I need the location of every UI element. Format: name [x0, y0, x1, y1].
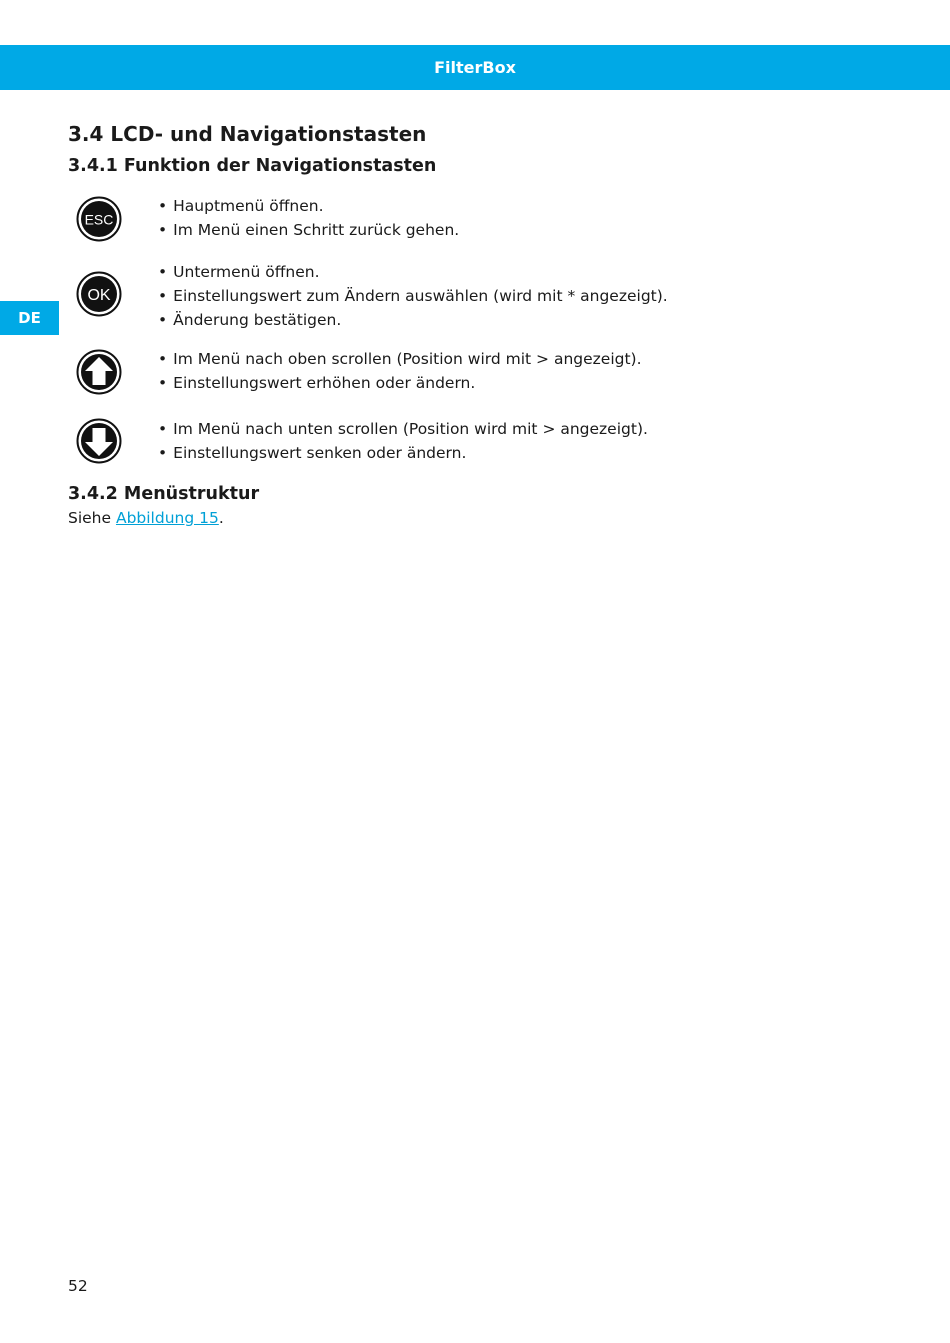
page-number: 52 — [68, 1277, 88, 1295]
list-item: • Im Menü nach oben scrollen (Position wird mit > angezeigt). — [158, 347, 642, 371]
section-title: 3.4 LCD- und Navigationstasten — [68, 122, 427, 146]
ok-bullet-list — [158, 260, 668, 332]
arrow-up-key-icon — [76, 349, 122, 395]
list-item: • Untermenü öffnen. — [158, 260, 668, 284]
language-tab — [0, 301, 59, 335]
list-item: • Einstellungswert senken oder ändern. — [158, 441, 648, 465]
list-item: • Im Menü nach unten scrollen (Position wird mit > angezeigt). — [158, 417, 648, 441]
ok-key-icon — [76, 271, 122, 317]
esc-key-label: ESC — [84, 211, 114, 228]
list-item: • Einstellungswert zum Ändern auswählen (wird mit * angezeigt). — [158, 284, 668, 308]
ok-key-label: OK — [87, 287, 111, 304]
esc-key-icon — [76, 196, 122, 242]
list-item: • Änderung bestätigen. — [158, 308, 668, 332]
language-tab-label: DE — [18, 309, 41, 327]
subsection-title-menu-structure: 3.4.2 Menüstruktur — [68, 484, 260, 504]
subsection-title-navigation-keys: 3.4.1 Funktion der Navigationstasten — [68, 156, 437, 176]
arrow-up-bullet-list — [158, 347, 642, 395]
menu-structure-prefix: Siehe — [68, 509, 116, 527]
header-bar — [0, 45, 950, 90]
figure-15-link[interactable]: Abbildung 15 — [115, 509, 219, 527]
arrow-down-bullet-list — [158, 417, 648, 465]
esc-bullet-list — [158, 194, 459, 242]
list-item: • Im Menü einen Schritt zurück gehen. — [158, 218, 459, 242]
menu-structure-text — [68, 509, 224, 527]
arrow-down-key-icon — [76, 418, 122, 464]
menu-structure-suffix: . — [218, 509, 224, 527]
list-item: • Einstellungswert erhöhen oder ändern. — [158, 371, 642, 395]
list-item: • Hauptmenü öffnen. — [158, 194, 459, 218]
header-title: FilterBox — [434, 58, 516, 77]
